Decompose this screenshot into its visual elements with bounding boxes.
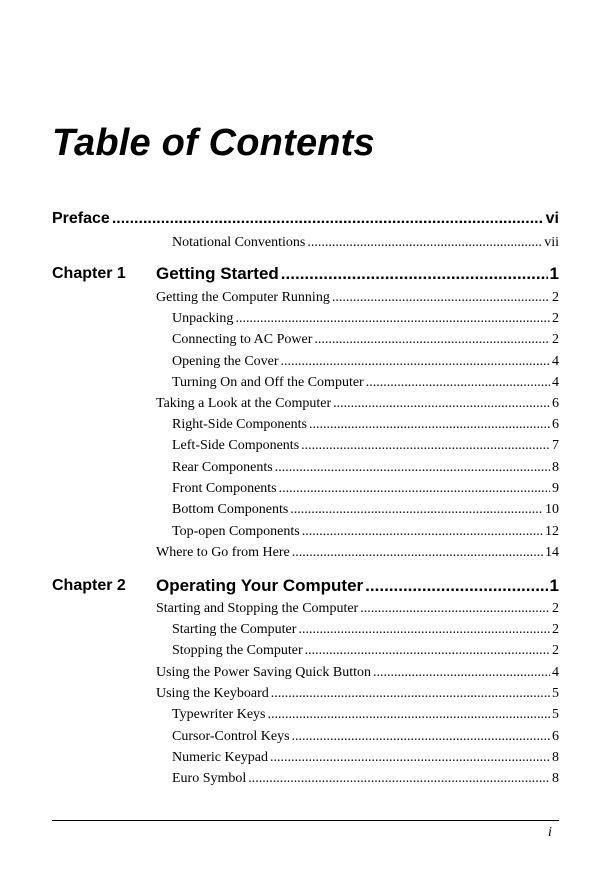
toc-chapter-title: Operating Your Computer: [156, 576, 364, 595]
toc-entry-title: Rear Components: [172, 460, 273, 475]
toc-entry[interactable]: [172, 311, 559, 327]
toc-entry[interactable]: [172, 375, 559, 391]
dot-leader: [373, 665, 550, 681]
toc-entry-page: 7: [552, 438, 559, 453]
dot-leader: [298, 622, 550, 638]
toc-chapter-2[interactable]: [156, 576, 559, 596]
toc-entry-page: 14: [545, 545, 559, 560]
toc-entry-title: Starting the Computer: [172, 622, 297, 637]
toc-entry-page: 10: [545, 502, 559, 517]
toc-entry-page: 5: [552, 686, 559, 701]
toc-chapter-page: 1: [549, 264, 559, 283]
toc-entry[interactable]: [172, 460, 559, 476]
dot-leader: [271, 686, 550, 702]
toc-entry-title: Getting the Computer Running: [156, 290, 330, 305]
dot-leader: [248, 771, 550, 787]
toc-entry-title: Opening the Cover: [172, 354, 279, 369]
toc-entry-page: 8: [552, 750, 559, 765]
toc-entry[interactable]: [172, 729, 559, 745]
dot-leader: [281, 354, 550, 370]
toc-entry-page: 6: [552, 396, 559, 411]
dot-leader: [292, 729, 550, 745]
toc-entry[interactable]: [172, 643, 559, 659]
dot-leader: [366, 375, 550, 391]
toc-entry-title: Bottom Components: [172, 502, 289, 517]
toc-entry-page: 8: [552, 771, 559, 786]
toc-entry-title: Euro Symbol: [172, 771, 247, 786]
toc-entry-page: vii: [544, 235, 559, 250]
dot-leader: [305, 643, 550, 659]
toc-entry-title: Front Components: [172, 481, 277, 496]
toc-entry[interactable]: [172, 417, 559, 433]
toc-entry-title: Typewriter Keys: [172, 707, 266, 722]
toc-entry[interactable]: [172, 622, 559, 638]
toc-entry-title: Numeric Keypad: [172, 750, 269, 765]
dot-leader: [332, 290, 550, 306]
toc-entry[interactable]: [172, 354, 559, 370]
dot-leader: [302, 524, 543, 540]
toc-entry-page: 6: [552, 417, 559, 432]
toc-entry-title: Taking a Look at the Computer: [156, 396, 332, 411]
dot-leader: [270, 750, 550, 766]
toc-entry-title: Connecting to AC Power: [172, 332, 313, 347]
dot-leader: [112, 210, 544, 228]
page-number: i: [548, 825, 552, 840]
toc-chapter-page: 1: [549, 576, 559, 595]
toc-entry-title: Right-Side Components: [172, 417, 307, 432]
dot-leader: [292, 545, 543, 561]
dot-leader: [275, 460, 550, 476]
toc-entry-page: 2: [552, 311, 559, 326]
toc-entry[interactable]: [172, 332, 559, 348]
toc-preface-title: Preface: [52, 210, 110, 227]
toc-entry-page: 6: [552, 729, 559, 744]
toc-entry[interactable]: [156, 396, 559, 412]
dot-leader: [314, 332, 550, 348]
toc-chapter-title: Getting Started: [156, 264, 279, 283]
dot-leader: [365, 576, 547, 596]
toc-entry[interactable]: [172, 771, 559, 787]
dot-leader: [290, 502, 543, 518]
toc-entry[interactable]: [156, 665, 559, 681]
toc-entry-title: Turning On and Off the Computer: [172, 375, 364, 390]
toc-entry-page: 9: [552, 481, 559, 496]
toc-entry-page: 2: [552, 290, 559, 305]
toc-entry[interactable]: [156, 545, 559, 561]
dot-leader: [301, 438, 550, 454]
toc-entry[interactable]: [172, 524, 559, 540]
chapter-2-label: Chapter 2: [52, 577, 126, 594]
chapter-1-label: Chapter 1: [52, 265, 126, 282]
footer-divider: [52, 820, 559, 821]
toc-entry-page: 4: [552, 665, 559, 680]
toc-entry-page: 12: [545, 524, 559, 539]
toc-entry-page: 5: [552, 707, 559, 722]
toc-entry-title: Left-Side Components: [172, 438, 300, 453]
toc-entry-title: Cursor-Control Keys: [172, 729, 290, 744]
toc-entry-title: Using the Power Saving Quick Button: [156, 665, 372, 680]
toc-entry[interactable]: [172, 750, 559, 766]
toc-entry[interactable]: [172, 481, 559, 497]
toc-entry-title: Top-open Components: [172, 524, 300, 539]
dot-leader: [307, 235, 542, 251]
toc-preface-page: vi: [545, 210, 559, 227]
dot-leader: [235, 311, 550, 327]
toc-preface[interactable]: [52, 210, 559, 228]
dot-leader: [279, 481, 550, 497]
dot-leader: [309, 417, 550, 433]
toc-entry-page: 2: [552, 622, 559, 637]
toc-entry-title: Starting and Stopping the Computer: [156, 601, 359, 616]
toc-entry-title: Notational Conventions: [172, 235, 306, 250]
toc-entry-title: Where to Go from Here: [156, 545, 290, 560]
toc-entry[interactable]: [172, 707, 559, 723]
dot-leader: [333, 396, 550, 412]
toc-entry-page: 2: [552, 643, 559, 658]
dot-leader: [360, 601, 550, 617]
toc-entry[interactable]: [172, 438, 559, 454]
toc-entry-page: 2: [552, 601, 559, 616]
toc-entry[interactable]: [172, 502, 559, 518]
toc-entry[interactable]: [156, 686, 559, 702]
toc-entry[interactable]: [156, 290, 559, 306]
toc-entry[interactable]: [172, 235, 559, 251]
page-title: Table of Contents: [52, 122, 375, 164]
toc-entry-page: 4: [552, 375, 559, 390]
toc-entry[interactable]: [156, 601, 559, 617]
dot-leader: [281, 264, 548, 284]
toc-chapter-1[interactable]: [156, 264, 559, 284]
toc-entry-page: 2: [552, 332, 559, 347]
toc-entry-page: 4: [552, 354, 559, 369]
toc-entry-title: Stopping the Computer: [172, 643, 303, 658]
toc-entry-title: Unpacking: [172, 311, 234, 326]
toc-entry-page: 8: [552, 460, 559, 475]
dot-leader: [268, 707, 551, 723]
toc-entry-title: Using the Keyboard: [156, 686, 269, 701]
